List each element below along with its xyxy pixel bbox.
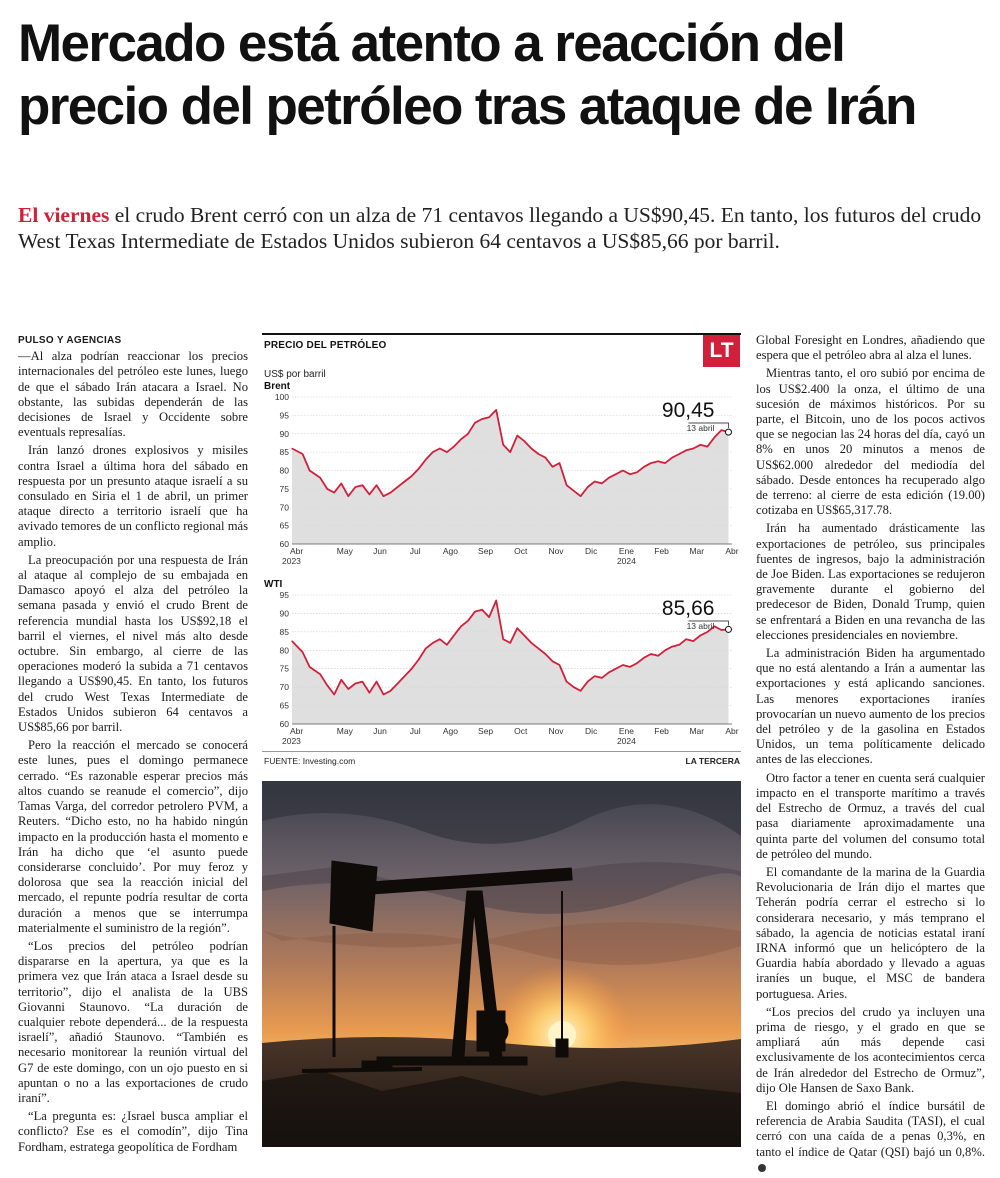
data-point [636, 663, 637, 664]
x-tick-label: Jun [373, 726, 387, 736]
data-point [510, 642, 511, 643]
last-value-label: 90,45 [661, 399, 715, 422]
deck-lead: El viernes [18, 203, 110, 227]
data-point [453, 635, 454, 636]
data-point [453, 446, 454, 447]
data-point [524, 441, 525, 442]
data-point [524, 635, 525, 636]
data-point [517, 628, 518, 629]
last-point-marker [725, 429, 731, 435]
data-point [404, 676, 405, 677]
column-right [756, 333, 985, 1178]
data-point [320, 477, 321, 478]
data-point [658, 655, 659, 656]
data-point [383, 496, 384, 497]
x-tick-label: Abr [725, 726, 739, 736]
column-left [18, 333, 248, 1158]
data-point [348, 688, 349, 689]
data-point [686, 450, 687, 451]
data-point [309, 470, 310, 471]
data-point [397, 683, 398, 684]
x-tick-label: Jun [373, 546, 387, 556]
data-point [608, 477, 609, 478]
data-point [538, 648, 539, 649]
data-point [566, 485, 567, 486]
data-point [665, 650, 666, 651]
data-point [362, 681, 363, 682]
data-point [629, 474, 630, 475]
data-point [390, 690, 391, 691]
last-date-label: 13 abril [686, 621, 715, 631]
paragraph: La administración Biden ha argumentado que no está alentando a Irán a aumentar las exportaciones y está aplicando sanciones. Las menores exportaciones iraníes provocarían un nuevo aumento de los precios del petróleo y de la gasolina en Estados Unidos, un tema políticamente delicado antes de las elecciones. [756, 646, 985, 767]
data-point [376, 485, 377, 486]
paragraph: La preocupación por una respuesta de Irán al ataque al complejo de su embajada en Damasco apoyó el alza del petróleo la semana pasada y envió el crudo Brent de referencia mundial hasta los US$92,18 el barril el viernes, el nivel más alto desde octubre. Sin embargo, al cierre de las operaciones moderó la subida a 71 centavos llegando a US$90,45. En tanto, los futuros del crudo West Texas Intermediate de Estados Unidos subieron 64 centavos a US$85,66 por barril. [18, 552, 248, 735]
data-point [376, 681, 377, 682]
data-point [643, 657, 644, 658]
data-point [650, 463, 651, 464]
data-point [348, 496, 349, 497]
x-tick-label: Abr [290, 726, 304, 736]
oil-pumpjack-sunset-image [262, 781, 741, 1147]
y-tick-label: 75 [279, 663, 289, 674]
headline: Mercado está atento a reacción del precio del petróleo tras ataque de Irán [18, 14, 916, 136]
chart-title: PRECIO DEL PETRÓLEO [264, 340, 387, 351]
data-point [309, 666, 310, 667]
x-year-label: 2023 [282, 556, 301, 566]
data-point [503, 444, 504, 445]
x-tick-label: Abr [290, 546, 304, 556]
data-point [510, 452, 511, 453]
data-point [594, 481, 595, 482]
y-tick-label: 60 [279, 539, 289, 549]
x-tick-label: May [336, 546, 353, 556]
y-axis-label: US$ por barril [264, 369, 326, 380]
data-point [636, 472, 637, 473]
paragraph: Irán lanzó drones explosivos y misiles contra Israel a última hora del sábado en respuesta por un presunto ataque israelí a su consulado en Siria el 1 de abril, un primer ataque directo a territorio israelí que ha avivado temores de un conflicto regional más amplio. [18, 443, 248, 549]
y-tick-label: 65 [279, 700, 289, 711]
paragraph [756, 1099, 985, 1175]
data-point [460, 626, 461, 627]
x-tick-label: Ene [618, 546, 634, 556]
data-point [482, 609, 483, 610]
data-point [552, 466, 553, 467]
data-point [679, 644, 680, 645]
data-point [580, 690, 581, 691]
pumpjack-illustration [262, 781, 741, 1147]
chart-top-rule [262, 333, 741, 335]
data-point [672, 457, 673, 458]
data-point [693, 448, 694, 449]
data-point [411, 475, 412, 476]
x-tick-label: Jul [409, 726, 421, 736]
y-tick-label: 75 [279, 483, 289, 494]
data-point [439, 448, 440, 449]
data-point [503, 639, 504, 640]
data-point [650, 653, 651, 654]
data-point [302, 453, 303, 454]
data-point [622, 664, 623, 665]
data-point [672, 646, 673, 647]
y-tick-label: 85 [279, 447, 289, 458]
last-value-label: 85,66 [661, 597, 715, 620]
data-point [658, 461, 659, 462]
x-tick-label: Dic [585, 726, 598, 736]
data-point [531, 448, 532, 449]
y-tick-label: 90 [279, 608, 289, 619]
y-tick-label: 80 [279, 645, 289, 656]
data-point [467, 433, 468, 434]
oil-price-chart-box [262, 333, 741, 768]
deck [18, 202, 983, 254]
data-point [369, 494, 370, 495]
data-point [425, 648, 426, 649]
data-point [482, 418, 483, 419]
data-point [615, 668, 616, 669]
data-point [587, 486, 588, 487]
data-point [693, 641, 694, 642]
data-point [397, 486, 398, 487]
paragraph-text: El domingo abrió el índice bursátil de referencia de Arabia Saudita (TASI), el cual cerró con una caída de a penas 0,3%, en tanto el índice de Qatar (QSI) bajó un 0,8%. [756, 1098, 985, 1159]
data-point [721, 430, 722, 431]
x-tick-label: Sep [478, 726, 494, 736]
data-point [439, 639, 440, 640]
x-tick-label: Oct [514, 546, 528, 556]
x-year-label: 2023 [282, 736, 301, 746]
series-title: WTI [264, 579, 283, 590]
data-point [531, 642, 532, 643]
data-point [608, 672, 609, 673]
y-tick-label: 90 [279, 428, 289, 439]
y-tick-label: 95 [279, 590, 289, 600]
byline: PULSO Y AGENCIAS [18, 335, 122, 346]
data-point [418, 659, 419, 660]
data-point [341, 679, 342, 680]
y-tick-label: 70 [279, 502, 289, 513]
paragraph: “Los precios del petróleo podrían dispararse en la apertura, ya que es la primera vez que Irán ataca a Israel desde su territorio”, dijo el analista de la UBS Giovanni Staunovo. “La duración de cualquier rebote dependerá... de la respuesta israelí”, añadió Staunovo. “También es necesario monitorear la reunión virtual del G7 de este domingo, con un ojo puesto en si apuntan o no a las exportaciones de crudo iraní”. [18, 938, 248, 1105]
x-tick-label: Ago [442, 546, 458, 556]
data-point [467, 620, 468, 621]
x-year-label: 2024 [616, 736, 636, 746]
deck-text: el crudo Brent cerró con un alza de 71 centavos llegando a US$90,45. En tanto, los futuros del crudo West Texas Intermediate de Estados Unidos subieron 64 centavos a US$85,66 por barril. [18, 203, 982, 253]
last-date-label: 13 abril [686, 423, 715, 433]
data-point [355, 683, 356, 684]
data-point [446, 452, 447, 453]
x-tick-label: Sep [478, 546, 494, 556]
data-point [383, 694, 384, 695]
data-point [425, 459, 426, 460]
y-tick-label: 65 [279, 520, 289, 531]
data-point [411, 668, 412, 669]
data-point [446, 644, 447, 645]
x-tick-label: Feb [654, 546, 669, 556]
data-point [291, 448, 292, 449]
data-point [545, 653, 546, 654]
data-point [552, 661, 553, 662]
data-point [489, 617, 490, 618]
data-point [707, 631, 708, 632]
x-tick-label: Nov [548, 546, 564, 556]
data-point [587, 681, 588, 682]
data-point [573, 687, 574, 688]
data-point [334, 492, 335, 493]
data-point [489, 417, 490, 418]
series-area [292, 410, 729, 544]
data-point [474, 422, 475, 423]
data-point [707, 446, 708, 447]
y-tick-label: 85 [279, 626, 289, 637]
lt-logo: LT [703, 335, 740, 367]
paragraph: “La pregunta es: ¿Israel busca ampliar el conflicto? Ese es el comodín”, dijo Tina Fordham, estratega geopolítica de Fordham [18, 1109, 248, 1154]
y-tick-label: 95 [279, 410, 289, 421]
data-point [721, 629, 722, 630]
chart-source: FUENTE: Investing.com [264, 756, 356, 766]
data-point [327, 488, 328, 489]
data-point [341, 483, 342, 484]
data-point [559, 463, 560, 464]
data-point [643, 466, 644, 467]
data-point [573, 490, 574, 491]
y-tick-label: 100 [274, 392, 289, 402]
paragraph: “Los precios del crudo ya incluyen una prima de riesgo, y el grado en que se ampliará aún más depende casi exclusivamente de los acontecimientos cerca de Irán alrededor del Estrecho de Ormuz”, dijo Ole Hansen de Saxo Bank. [756, 1004, 985, 1095]
data-point [432, 642, 433, 643]
x-tick-label: Mar [689, 726, 705, 736]
x-tick-label: May [336, 726, 353, 736]
data-point [566, 681, 567, 682]
data-point [320, 674, 321, 675]
data-point [327, 685, 328, 686]
data-point [686, 639, 687, 640]
data-point [369, 692, 370, 693]
data-point [700, 444, 701, 445]
paragraph: El comandante de la marina de la Guardia Revolucionaria de Irán dijo el martes que Teherán podría cerrar el estrecho si lo considerara necesario, y más temprano el sábado, la agencia de noticias estatal iraní IRNA informó que un helicóptero de la Guardia había abordado y llevado a aguas iraníes un buque, el MSC de bandera portuguesa. Aries. [756, 864, 985, 1001]
series-title: Brent [264, 381, 291, 392]
data-point [545, 457, 546, 458]
x-tick-label: Mar [689, 546, 705, 556]
data-point [474, 611, 475, 612]
x-tick-label: Oct [514, 726, 528, 736]
data-point [580, 496, 581, 497]
x-year-label: 2024 [616, 556, 636, 566]
data-point [404, 481, 405, 482]
y-tick-label: 70 [279, 682, 289, 693]
x-tick-label: Dic [585, 546, 598, 556]
last-point-marker [725, 626, 731, 632]
data-point [615, 474, 616, 475]
data-point [496, 409, 497, 410]
data-point [302, 652, 303, 653]
x-tick-label: Ago [442, 726, 458, 736]
paragraph: Mientras tanto, el oro subió por encima de los US$2.400 la onza, el último de una sucesión de máximos históricos. Por su parte, el Bitcoin, uno de los pocos activos que se negocian las 24 horas del día, cayó un 8% en unos 20 minutos a menos de US$62.000 alrededor del mediodía del sábado. Desde entonces ha recuperado algo de terreno: al cierre de esta edición (19.00) cotizaba en US$65,317.78. [756, 366, 985, 518]
data-point [601, 677, 602, 678]
chart-bottom-rule [262, 751, 741, 752]
data-point [594, 676, 595, 677]
data-point [390, 492, 391, 493]
data-point [496, 600, 497, 601]
data-point [665, 463, 666, 464]
data-point [418, 468, 419, 469]
data-point [355, 486, 356, 487]
data-point [460, 439, 461, 440]
x-tick-label: Nov [548, 726, 564, 736]
y-tick-label: 60 [279, 719, 289, 729]
data-point [714, 437, 715, 438]
paragraph: —Al alza podrían reaccionar los precios internacionales del petróleo este lunes, luego de que el sábado Irán atacara a Israel. No obstante, las subidas dependerán de las decisiones de Israel y Occidente sobre eventuals represalías. [18, 349, 248, 440]
paragraph: Pero la reacción el mercado se conocerá este lunes, pues el domingo permanece cerrado. “Es razonable esperar precios más altos cuando se reanude el comercio”, dijo Tamas Varga, del corredor petrolero PVM, a Reuters. “Dicho esto, no ha habido ningún impacto en la producción hasta el momento e Irán ha dicho que ‘el asunto puede considerarse concluido’. Por muy feroz y dolorosa que sea la reacción inicial del mercado, el repunte podría resultar de corta duración a menos que se interrumpa materialmente el suministro de la región”. [18, 738, 248, 935]
x-tick-label: Jul [409, 546, 421, 556]
paragraph: Global Foresight en Londres, añadiendo que espera que el petróleo abra al alza el lunes. [756, 333, 985, 363]
data-point [679, 453, 680, 454]
data-point [700, 635, 701, 636]
paragraph: Irán ha aumentado drásticamente las exportaciones de petróleo, sus principales fuentes de ingresos, bajo la administración de Joe Biden. Las exportaciones se redujeron gravemente durante el gobierno del predecesor de Biden, Donald Trump, quien se enfrentará a Biden en una revancha de las elecciones presidenciales en noviembre. [756, 521, 985, 642]
chart-brand: LA TERCERA [685, 756, 740, 766]
data-point [629, 666, 630, 667]
data-point [432, 452, 433, 453]
data-point [291, 641, 292, 642]
data-point [517, 435, 518, 436]
end-of-article-icon [758, 1164, 766, 1172]
y-tick-label: 80 [279, 465, 289, 476]
data-point [601, 483, 602, 484]
data-point [538, 453, 539, 454]
x-tick-label: Abr [725, 546, 739, 556]
oil-price-charts [262, 369, 741, 749]
data-point [334, 694, 335, 695]
data-point [362, 485, 363, 486]
x-tick-label: Ene [618, 726, 634, 736]
paragraph: Otro factor a tener en cuenta será cualquier impacto en el transporte marítimo a través del Estrecho de Ormuz, a través del cual pasa diariamente aproximadamente una quinta parte del volumen del consumo total de petróleo del mundo. [756, 770, 985, 861]
data-point [559, 664, 560, 665]
data-point [622, 470, 623, 471]
x-tick-label: Feb [654, 726, 669, 736]
